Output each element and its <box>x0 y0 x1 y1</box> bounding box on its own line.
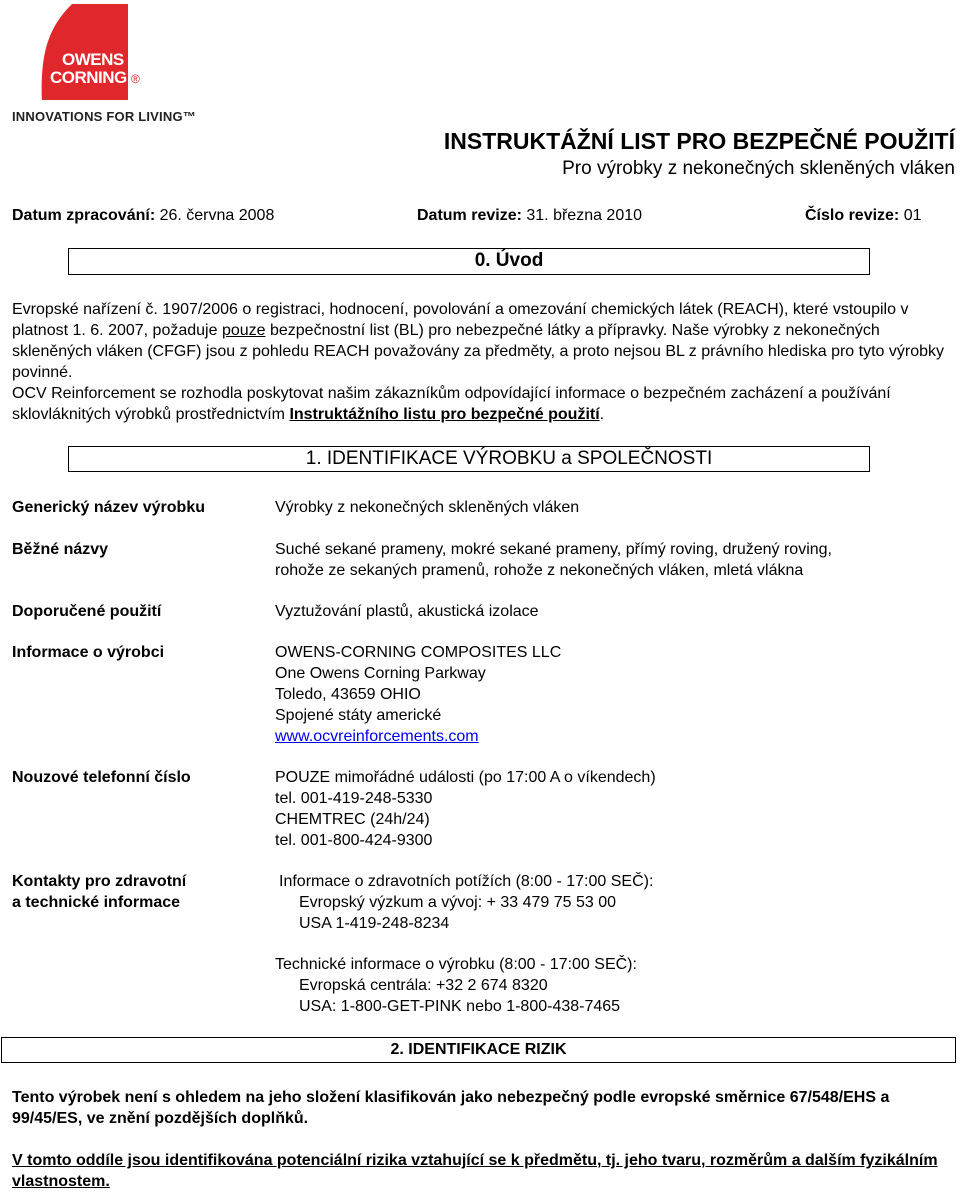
emergency-line-1: POUZE mimořádné události (po 17:00 A o víkendech) <box>275 769 656 786</box>
logo-tagline: INNOVATIONS FOR LIVING™ <box>12 109 196 124</box>
intro-text-a: Evropské nařízení č. 1907/2006 o registraci, hodnocení, povolování a omezování chemických látek (REACH), které vstoupilo v platnost 1. 6. 2007, požaduje <box>12 301 909 339</box>
contacts-label <box>12 871 186 913</box>
generic-name-label: Generický název výrobku <box>12 499 205 516</box>
processed-date-value: 26. června 2008 <box>159 207 275 224</box>
address-line-1: One Owens Corning Parkway <box>275 665 486 682</box>
intro2-text-b: . <box>599 406 605 423</box>
risk-paragraph-1: Tento výrobek není s ohledem na jeho složení klasifikován jako nebezpečný podle evropské směrnice 67/548/EHS a 99/45/ES, ve znění pozdějších doplňků. <box>12 1089 890 1127</box>
health-info-title: Informace o zdravotních potížích (8:00 - 17:00 SEČ): <box>279 873 654 890</box>
section-2-heading <box>1 1037 956 1063</box>
revision-date-value: 31. března 2010 <box>526 207 643 224</box>
intro-underlined-word: pouze <box>221 322 266 339</box>
technical-info-title: Technické informace o výrobku (8:00 - 17:00 SEČ): <box>275 956 637 973</box>
processed-date-label: Datum zpracování: <box>12 207 156 224</box>
logo-line2: CORNING <box>50 68 127 87</box>
website-link[interactable]: www.ocvreinforcements.com <box>275 728 479 745</box>
technical-info-line-2: USA: 1-800-GET-PINK nebo 1-800-438-7465 <box>299 998 621 1015</box>
emergency-phone-label: Nouzové telefonní číslo <box>12 769 191 786</box>
emergency-line-4: tel. 001-800-424-9300 <box>275 832 433 849</box>
recommended-use-value: Vyztužování plastů, akustická izolace <box>275 603 539 620</box>
health-info-line-2: USA 1-419-248-8234 <box>299 915 450 932</box>
manufacturer-info-value <box>275 642 955 747</box>
country: Spojené státy americké <box>275 707 442 724</box>
revision-number-label: Číslo revize: <box>805 207 900 224</box>
intro2-text-a: OCV Reinforcement se rozhodla poskytovat našim zákazníkům odpovídající informace o bezpečném zacházení a používání sklovláknitých výrobků prostřednictvím <box>12 385 891 423</box>
page-title: INSTRUKTÁŽNÍ LIST PRO BEZPEČNÉ POUŽITÍ <box>443 128 955 154</box>
technical-info-line-1: Evropská centrála: +32 2 674 8320 <box>299 977 548 994</box>
manufacturer-info-label: Informace o výrobci <box>12 644 165 661</box>
common-names-value <box>275 539 955 581</box>
company-name: OWENS-CORNING COMPOSITES LLC <box>275 644 562 661</box>
contacts-label-line-1: Kontakty pro zdravotní <box>12 873 187 890</box>
risk-paragraph-2: V tomto oddíle jsou identifikována potenciální rizika vztahující se k předmětu, tj. jeho tvaru, rozměrům a dalším fyzikálním vlastnostem. <box>12 1152 938 1190</box>
section-1-heading <box>68 446 870 472</box>
logo-line1: OWENS <box>62 50 124 69</box>
contacts-label-line-2: a technické informace <box>12 894 181 911</box>
emergency-line-2: tel. 001-419-248-5330 <box>275 790 433 807</box>
technical-info <box>275 954 955 1017</box>
section-0-title: 0. Úvod <box>474 250 544 271</box>
common-names-line-2: rohože ze sekaných pramenů, rohože z nekonečných vláken, mletá vlákna <box>275 562 804 579</box>
intro-paragraph-2 <box>12 383 944 425</box>
processed-date <box>12 207 274 225</box>
health-info <box>279 871 959 934</box>
emergency-line-3: CHEMTREC (24h/24) <box>275 811 430 828</box>
generic-name-value: Výrobky z nekonečných skleněných vláken <box>275 499 580 516</box>
recommended-use-label: Doporučené použití <box>12 603 162 620</box>
intro2-underlined-title: Instruktážního listu pro bezpečné použití <box>289 406 600 423</box>
intro-text-b: bezpečnostní list (BL) pro nebezpečné látky a přípravky. Naše výrobky z nekonečných skleněných vláken (CFGF) jsou z pohledu REACH považovány za předměty, a proto nejsou BL z právního hlediska pro tyto výrobky povinné. <box>12 322 945 381</box>
section-0-heading <box>68 248 870 275</box>
revision-date <box>417 207 642 225</box>
address-line-2: Toledo, 43659 OHIO <box>275 686 421 703</box>
emergency-phone-value <box>275 767 955 851</box>
common-names-line-1: Suché sekané prameny, mokré sekané prameny, přímý roving, družený roving, <box>275 541 832 558</box>
section-2-title: 2. IDENTIFIKACE RIZIK <box>390 1041 567 1058</box>
revision-number <box>805 207 922 225</box>
revision-date-label: Datum revize: <box>417 207 522 224</box>
intro-paragraph-1 <box>12 299 944 383</box>
section-1-title: 1. IDENTIFIKACE VÝROBKU a SPOLEČNOSTI <box>305 448 713 469</box>
health-info-line-1: Evropský výzkum a vývoj: + 33 479 75 53 00 <box>299 894 617 911</box>
registered-mark: ® <box>131 72 140 86</box>
revision-number-value: 01 <box>903 207 922 224</box>
owens-corning-logo <box>32 4 128 100</box>
common-names-label: Běžné názvy <box>12 541 109 558</box>
page-subtitle: Pro výrobky z nekonečných skleněných vláken <box>562 158 955 179</box>
